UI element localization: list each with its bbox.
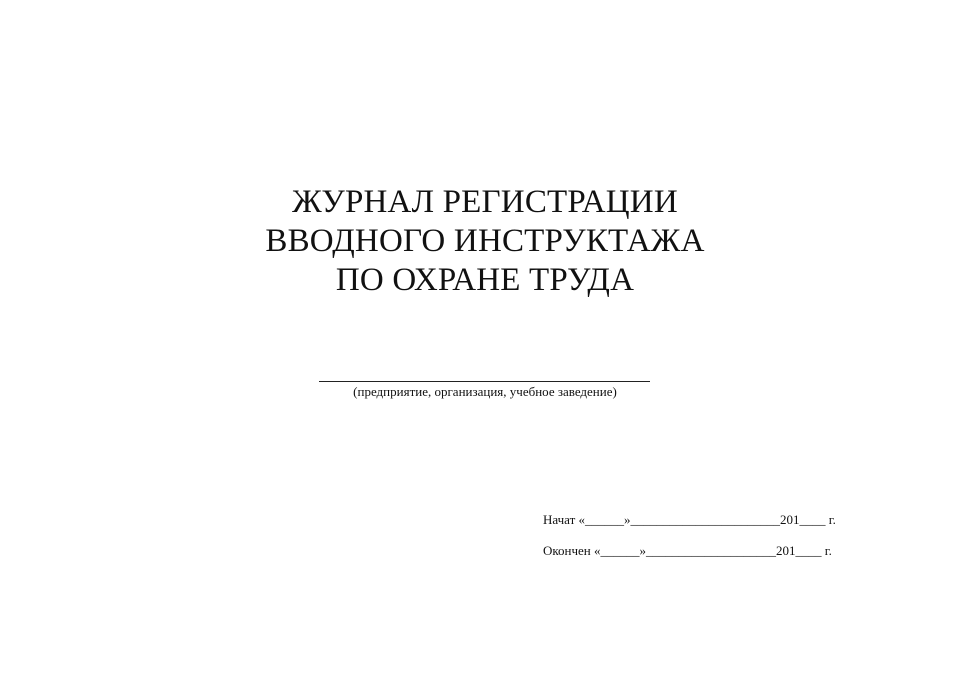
document-title bbox=[0, 183, 970, 300]
organization-caption: (предприятие, организация, учебное заведение) bbox=[353, 384, 617, 399]
started-date-line: Начат «______»_______________________201____ г. bbox=[543, 512, 836, 527]
title-line-2: ВВОДНОГО ИНСТРУКТАЖА bbox=[265, 223, 705, 259]
organization-fill-line bbox=[319, 381, 650, 382]
finished-date-line: Окончен «______»____________________201____ г. bbox=[543, 543, 832, 558]
title-line-3: ПО ОХРАНЕ ТРУДА bbox=[335, 262, 635, 298]
title-line-1: ЖУРНАЛ РЕГИСТРАЦИИ bbox=[292, 184, 678, 220]
